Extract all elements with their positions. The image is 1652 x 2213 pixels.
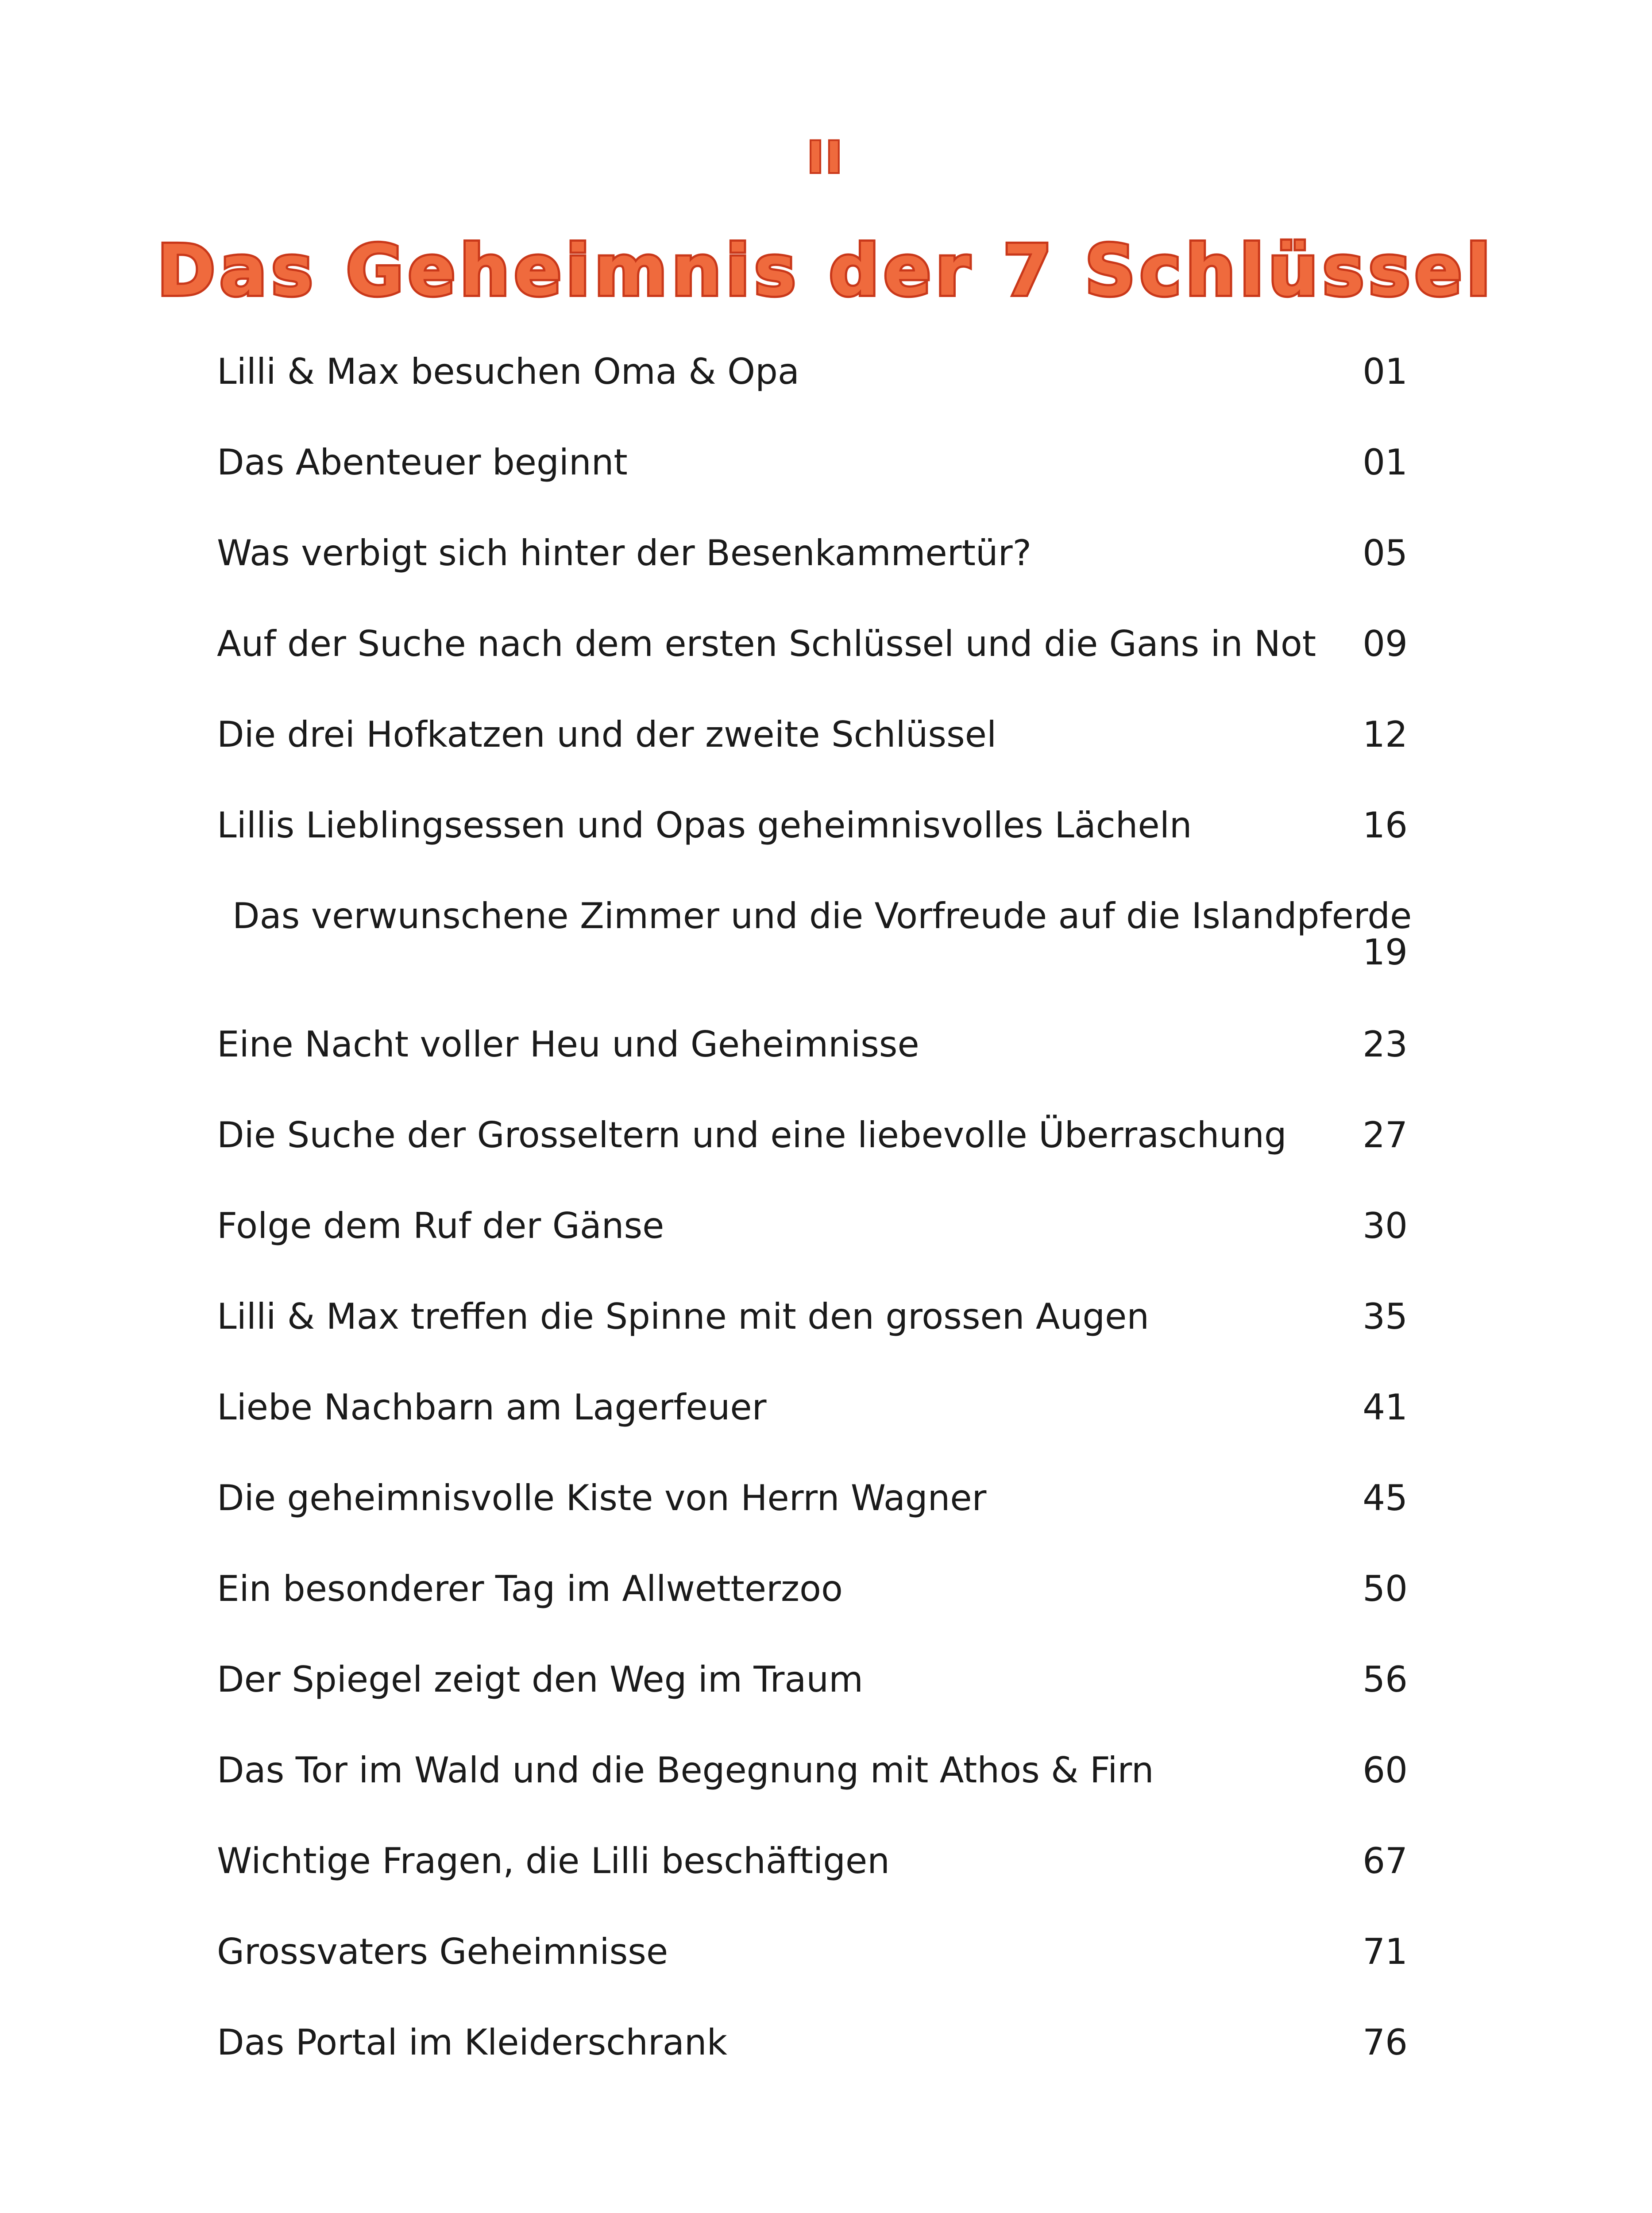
toc-entry-title: Ein besonderer Tag im Allwetterzoo [217, 1568, 843, 1609]
toc-entry [217, 803, 1408, 894]
toc-entry-title: Die drei Hofkatzen und der zweite Schlüssel [217, 714, 997, 755]
toc-entry-page: 30 [1363, 1205, 1408, 1246]
toc-entry-title: Auf der Suche nach dem ersten Schlüssel und die Gans in Not [217, 623, 1316, 664]
toc-entry-page: 56 [1363, 1659, 1408, 1700]
toc-entry-title: Liebe Nachbarn am Lagerfeuer [217, 1387, 767, 1428]
toc-entry [217, 440, 1408, 531]
toc-entry-title: Die geheimnisvolle Kiste von Herrn Wagner [217, 1477, 987, 1519]
toc-entry [217, 350, 1408, 440]
toc-entry-title: Das Tor im Wald und die Begegnung mit Athos & Firn [217, 1750, 1154, 1791]
toc-entry [217, 1839, 1408, 1930]
toc-entry-title: Der Spiegel zeigt den Weg im Traum [217, 1659, 864, 1700]
toc-entry-page: 35 [1363, 1296, 1408, 1337]
toc-entry-title: Lillis Lieblingsessen und Opas geheimnisvolles Lächeln [217, 805, 1192, 846]
toc-entry-page: 23 [1363, 1024, 1408, 1065]
toc-entry-page: 19 [1363, 932, 1408, 973]
toc-entry-title: Folge dem Ruf der Gänse [217, 1205, 664, 1246]
toc-entry [217, 1022, 1408, 1113]
toc-entry-title: Eine Nacht voller Heu und Geheimnisse [217, 1024, 919, 1065]
toc-entry-page: 41 [1363, 1387, 1408, 1428]
toc-entry-page: 12 [1363, 714, 1408, 755]
table-of-contents [217, 350, 1412, 2111]
toc-entry-page: 67 [1363, 1840, 1408, 1881]
toc-entry [217, 1385, 1408, 1476]
toc-entry [217, 1476, 1408, 1567]
book-title: Das Geheimnis der 7 Schlüssel [157, 230, 1495, 312]
toc-entry [217, 2020, 1408, 2111]
toc-entry-page: 16 [1363, 805, 1408, 846]
toc-entry-page: 01 [1363, 351, 1408, 392]
toc-entry [217, 531, 1408, 622]
toc-entry [217, 1113, 1408, 1204]
toc-entry-page: 05 [1363, 532, 1408, 574]
toc-entry [217, 1295, 1408, 1385]
toc-entry-page: 09 [1363, 623, 1408, 664]
toc-entry-page: 45 [1363, 1477, 1408, 1519]
toc-entry [217, 1567, 1408, 1658]
toc-entry-page: 60 [1363, 1750, 1408, 1791]
toc-entry-page: 50 [1363, 1568, 1408, 1609]
toc-entry [217, 1204, 1408, 1295]
toc-entry-page: 71 [1363, 1931, 1408, 1972]
part-numeral: II [807, 133, 845, 182]
toc-entry [217, 1930, 1408, 2020]
toc-entry-title: Lilli & Max treffen die Spinne mit den grossen Augen [217, 1296, 1150, 1337]
toc-entry [217, 1748, 1408, 1839]
toc-entry [217, 713, 1408, 803]
toc-entry-title: Wichtige Fragen, die Lilli beschäftigen [217, 1840, 890, 1881]
toc-entry-title: Das verwunschene Zimmer und die Vorfreude auf die Islandpferde [232, 895, 1412, 937]
toc-entry-title: Lilli & Max besuchen Oma & Opa [217, 351, 799, 392]
toc-entry-title: Was verbigt sich hinter der Besenkammertür? [217, 532, 1032, 574]
toc-entry-title: Die Suche der Grosseltern und eine liebevolle Überraschung [217, 1114, 1287, 1156]
toc-entry-title: Das Abenteuer beginnt [217, 442, 628, 483]
toc-entry-title: Das Portal im Kleiderschrank [217, 2022, 727, 2063]
toc-entry-title: Grossvaters Geheimnisse [217, 1931, 668, 1972]
toc-entry-page: 27 [1363, 1114, 1408, 1156]
toc-entry [217, 622, 1408, 713]
toc-entry-page: 76 [1363, 2022, 1408, 2063]
toc-entry [217, 894, 1412, 1022]
toc-entry [217, 1658, 1408, 1748]
toc-entry-page: 01 [1363, 442, 1408, 483]
